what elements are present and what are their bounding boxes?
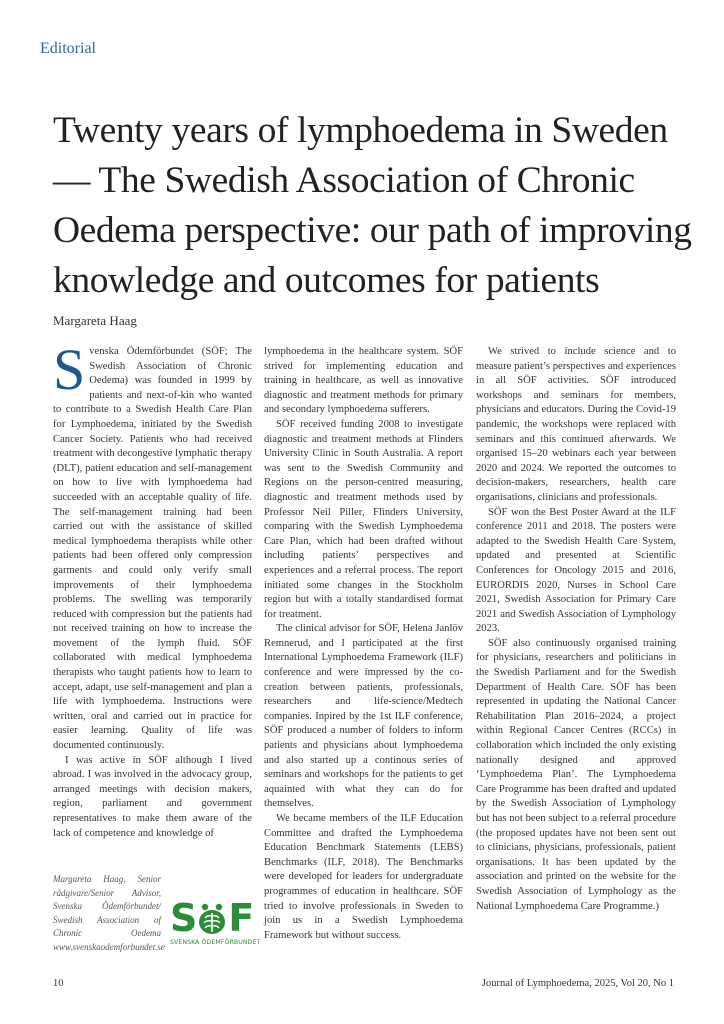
sof-logo [170,896,261,953]
logo-subtitle: SVENSKA ÖDEMFÖRBUNDET [170,939,261,946]
paragraph: SÖF received funding 2008 to investigate diagnostic and treatment methods at Flinders University Clinic in South Australia. A report was sent to the Swedish Community and Regions on the person-centred measuring, diagnostic and treatment methods used by Professor Neil Piller, Flinders University, comparing with the Swedish Lymphoedema Care Plan, which had been drafted without including patients’ perspectives and experiences and a referral process. The report initiated some changes in the Stockholm region but with a totally standardised format for treatment. [264,418,463,620]
logo-letter-s: S [170,896,197,940]
paragraph: SÖF won the Best Poster Award at the ILF conference 2011 and 2018. The posters were adapted to the Swedish Health Care System, updated and presented at Scientific Conferences for Oncology 2015 and 2016, EURORDIS 2020, Nurses in School Care 2021, Swedish Association for Primary Care 2021 and Swedish Association of Lymphology 2023. [476,506,676,635]
journal-citation: Journal of Lymphoedema, 2025, Vol 20, No 1 [481,978,674,989]
logo-letter-f: F [228,896,254,940]
paragraph: We became members of the ILF Education Committee and drafted the Lymphoedema Education Benchmark Statements (LEBS) Benchmarks (ILF, 2018). The Benchmarks were developed for leaders for undergraduate programmes of education in healthcare. SÖF tried to involve professionals in Sweden to join us in a Swedish Lymphoedema Framework but without success. [264,813,463,941]
body-column-3 [476,345,676,914]
drop-cap: S [53,337,86,402]
author-name: Margareta Haag [53,313,137,328]
paragraph: lymphoedema in the healthcare system. SÖF strived for implementing education and training in healthcare, as well as innovative diagnostic and treatment methods for primary and secondary lymphoedema sufferers. [264,346,463,416]
leaf-o-icon [197,902,227,934]
title-line: Twenty years of lymphoedema in Sweden [53,110,668,151]
paragraph: I was active in SÖF although I lived abroad. I was involved in the advocacy group, arranged meetings with decision makers, region, parliament and government representatives to make them aware of the lack of competence and knowledge of [53,754,252,839]
title-line: Oedema perspective: our path of improving [53,210,692,251]
title-line: knowledge and outcomes for patients [53,260,600,301]
body-column-2 [264,345,463,943]
paragraph: Svenska Ödemförbundet (SÖF; The Swedish Association of Chronic Oedema) was founded in 1999 by patients and next-of-kin who wanted to contribute to a Swedish Health Care Plan for Lymphoedema, initiated by the Swedish Cancer Society. Patients who had received treatment with decongestive lymphatic therapy (DLT), patient education and self-management on how to live with lymphoedema had succeeded with an acceptable quality of life. The self-management training had been carried out with the assistance of skilled medical lymphoedema therapists while other patients had been offered only compression garments and could only verify small improvements of their lymphoedema problems. The swelling was temporarily reduced with compression but the patients had not received training on how to increase the movement of the lymph fluid. SÖF collaborated with medical lymphoedema therapists who taught patients how to learn to accept, adapt, use self-management and plan a life with lymphoedema. Instructions were written, oral and carried out in practice for easier learning. Quality of life was documented continuously. [53,337,252,752]
paragraph: SÖF also continuously organised training for physicians, researchers and politicians in the Swedish Parliament and for the Swedish Department of Health Care. SÖF has been represented in updating the National Cancer Rehabilitation Plan 2016–2024, a project within Regional Cancer Centres (RCCs) in collaboration which included the only existing nationally designed and approved ‘Lymphoedema Plan’. The Lymphoedema Care Programme has been drafted and updated by the Swedish Association of Lymphology but has not been subject to a referral procedure (the proposed updates have not been sent out to clinicians, physicians, professionals, patient organisations. It has been updated by the association and printed on the website for the Swedish Association of Lymphology as the National Lymphoedema Care Programme.) [476,637,676,912]
paragraph: We strived to include science and to measure patient’s perspectives and experiences in all SÖF activities. SÖF introduced workshops and seminars for members, physicians and educators. During the Covid-19 pandemic, the workshops were replaced with seminars and this continued afterwards. We organised 15–20 webinars each year between 2020 and 2024. We reported the outcomes to decision-makers, researchers, health care organisations, clinicians and professionals. [476,346,676,503]
author-bio: Margareta Haag, Senior rådgivare/Senior Advisor, Svenska Ödemförbundet/ Swedish Association of Chronic Oedema www.svenskaodemforbundet.se [53,874,165,952]
article-title [53,106,692,306]
page-number: 10 [53,978,64,989]
title-line: — The Swedish Association of Chronic [53,160,635,201]
paragraph: The clinical advisor for SÖF, Helena Janlöv Remnerud, and I participated at the first International Lymphoedema Framework (ILF) conference and were impressed by the co-creation between patients, professionals, researchers and life-science/Medtech companies. Inpired by the 1st ILF conference, SÖF produced a number of folders to inform patients and physicians about lymphoedema and also started up a continous series of seminars and workshops for the patients to get aquainted with what they can do for themselves. [264,623,463,810]
section-label: Editorial [40,40,96,57]
body-column-1 [53,337,252,841]
